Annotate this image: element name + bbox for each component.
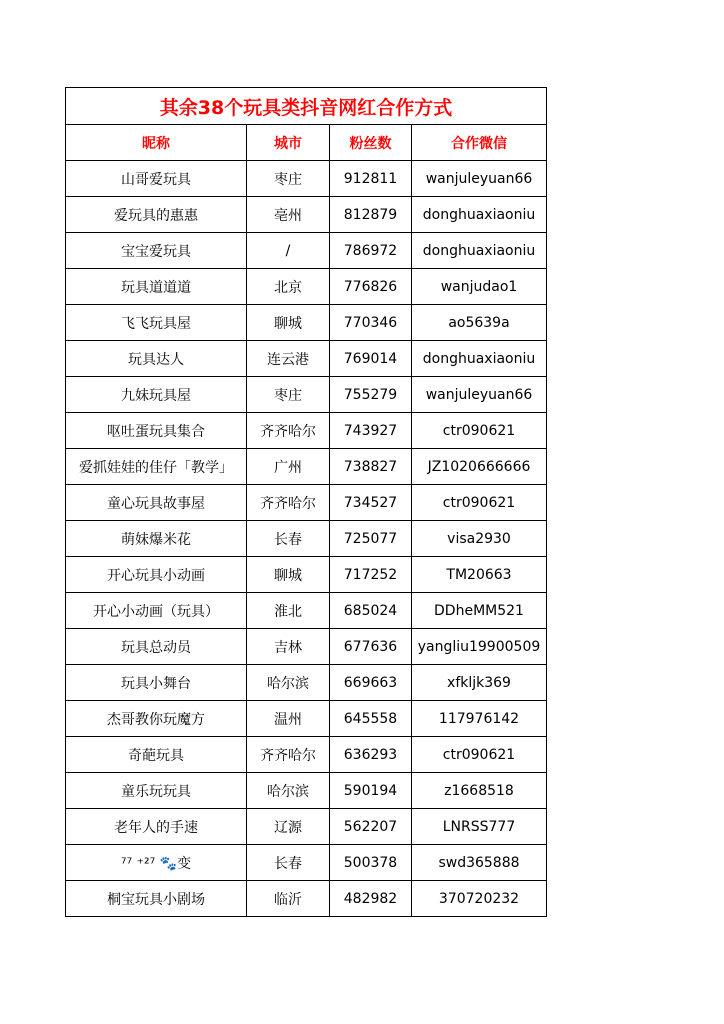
nickname-cell: 宝宝爱玩具: [66, 233, 247, 269]
city-cell: 北京: [247, 269, 330, 305]
influencer-table: [65, 87, 547, 917]
fans-cell: 738827: [330, 449, 412, 485]
fans-cell: 669663: [330, 665, 412, 701]
column-header-fans: 粉丝数: [330, 125, 412, 161]
wechat-cell: wanjudao1: [412, 269, 547, 305]
city-cell: 枣庄: [247, 377, 330, 413]
wechat-cell: 370720232: [412, 881, 547, 917]
fans-cell: 645558: [330, 701, 412, 737]
nickname-cell: ⁷⁷ ⁺²⁷ 🐾变: [66, 845, 247, 881]
table-row: [66, 521, 547, 557]
table-row: [66, 665, 547, 701]
table-row: [66, 305, 547, 341]
city-cell: 临沂: [247, 881, 330, 917]
city-cell: 淮北: [247, 593, 330, 629]
fans-cell: 734527: [330, 485, 412, 521]
column-header-wechat: 合作微信: [412, 125, 547, 161]
fans-cell: 812879: [330, 197, 412, 233]
wechat-cell: ctr090621: [412, 485, 547, 521]
wechat-cell: LNRSS777: [412, 809, 547, 845]
city-cell: 亳州: [247, 197, 330, 233]
wechat-cell: wanjuleyuan66: [412, 377, 547, 413]
table-row: [66, 881, 547, 917]
nickname-cell: 杰哥教你玩魔方: [66, 701, 247, 737]
table-title: 其余38个玩具类抖音网红合作方式: [66, 88, 547, 125]
nickname-cell: 山哥爱玩具: [66, 161, 247, 197]
nickname-cell: 玩具总动员: [66, 629, 247, 665]
column-header-city: 城市: [247, 125, 330, 161]
table-row: [66, 377, 547, 413]
table-row: [66, 233, 547, 269]
city-cell: 长春: [247, 845, 330, 881]
nickname-cell: 桐宝玩具小剧场: [66, 881, 247, 917]
wechat-cell: DDheMM521: [412, 593, 547, 629]
wechat-cell: ctr090621: [412, 413, 547, 449]
wechat-cell: visa2930: [412, 521, 547, 557]
table-body: [66, 161, 547, 917]
wechat-cell: z1668518: [412, 773, 547, 809]
wechat-cell: yangliu19900509: [412, 629, 547, 665]
column-header-nickname: 昵称: [66, 125, 247, 161]
fans-cell: 562207: [330, 809, 412, 845]
table-row: [66, 341, 547, 377]
city-cell: 吉林: [247, 629, 330, 665]
fans-cell: 769014: [330, 341, 412, 377]
nickname-cell: 爱抓娃娃的佳仔「教学」: [66, 449, 247, 485]
nickname-cell: 玩具小舞台: [66, 665, 247, 701]
wechat-cell: 117976142: [412, 701, 547, 737]
city-cell: 枣庄: [247, 161, 330, 197]
table-row: [66, 413, 547, 449]
nickname-cell: 爱玩具的惠惠: [66, 197, 247, 233]
city-cell: 齐齐哈尔: [247, 485, 330, 521]
fans-cell: 482982: [330, 881, 412, 917]
city-cell: 连云港: [247, 341, 330, 377]
table-row: [66, 449, 547, 485]
nickname-cell: 飞飞玩具屋: [66, 305, 247, 341]
nickname-cell: 呕吐蛋玩具集合: [66, 413, 247, 449]
nickname-cell: 开心玩具小动画: [66, 557, 247, 593]
wechat-cell: xfkljk369: [412, 665, 547, 701]
city-cell: 哈尔滨: [247, 773, 330, 809]
fans-cell: 770346: [330, 305, 412, 341]
wechat-cell: donghuaxiaoniu: [412, 197, 547, 233]
fans-cell: 717252: [330, 557, 412, 593]
wechat-cell: TM20663: [412, 557, 547, 593]
table-row: [66, 161, 547, 197]
nickname-cell: 萌妹爆米花: [66, 521, 247, 557]
wechat-cell: donghuaxiaoniu: [412, 233, 547, 269]
header-row: [66, 125, 547, 161]
fans-cell: 776826: [330, 269, 412, 305]
wechat-cell: ctr090621: [412, 737, 547, 773]
wechat-cell: swd365888: [412, 845, 547, 881]
table-row: [66, 701, 547, 737]
city-cell: 聊城: [247, 305, 330, 341]
fans-cell: 725077: [330, 521, 412, 557]
title-row: [66, 88, 547, 125]
table-row: [66, 629, 547, 665]
city-cell: 长春: [247, 521, 330, 557]
nickname-cell: 童心玩具故事屋: [66, 485, 247, 521]
table-row: [66, 809, 547, 845]
city-cell: 温州: [247, 701, 330, 737]
fans-cell: 685024: [330, 593, 412, 629]
table-row: [66, 485, 547, 521]
table-row: [66, 593, 547, 629]
table-row: [66, 845, 547, 881]
wechat-cell: wanjuleyuan66: [412, 161, 547, 197]
city-cell: 辽源: [247, 809, 330, 845]
nickname-cell: 开心小动画（玩具）: [66, 593, 247, 629]
city-cell: /: [247, 233, 330, 269]
wechat-cell: JZ1020666666: [412, 449, 547, 485]
fans-cell: 743927: [330, 413, 412, 449]
table-row: [66, 557, 547, 593]
nickname-cell: 童乐玩玩具: [66, 773, 247, 809]
table-row: [66, 737, 547, 773]
fans-cell: 500378: [330, 845, 412, 881]
nickname-cell: 玩具道道道: [66, 269, 247, 305]
wechat-cell: ao5639a: [412, 305, 547, 341]
city-cell: 齐齐哈尔: [247, 737, 330, 773]
fans-cell: 912811: [330, 161, 412, 197]
nickname-cell: 奇葩玩具: [66, 737, 247, 773]
wechat-cell: donghuaxiaoniu: [412, 341, 547, 377]
nickname-cell: 老年人的手速: [66, 809, 247, 845]
nickname-cell: 九妹玩具屋: [66, 377, 247, 413]
city-cell: 聊城: [247, 557, 330, 593]
table-row: [66, 197, 547, 233]
fans-cell: 590194: [330, 773, 412, 809]
nickname-cell: 玩具达人: [66, 341, 247, 377]
fans-cell: 677636: [330, 629, 412, 665]
table-row: [66, 269, 547, 305]
city-cell: 哈尔滨: [247, 665, 330, 701]
table-row: [66, 773, 547, 809]
fans-cell: 786972: [330, 233, 412, 269]
fans-cell: 755279: [330, 377, 412, 413]
fans-cell: 636293: [330, 737, 412, 773]
city-cell: 齐齐哈尔: [247, 413, 330, 449]
city-cell: 广州: [247, 449, 330, 485]
